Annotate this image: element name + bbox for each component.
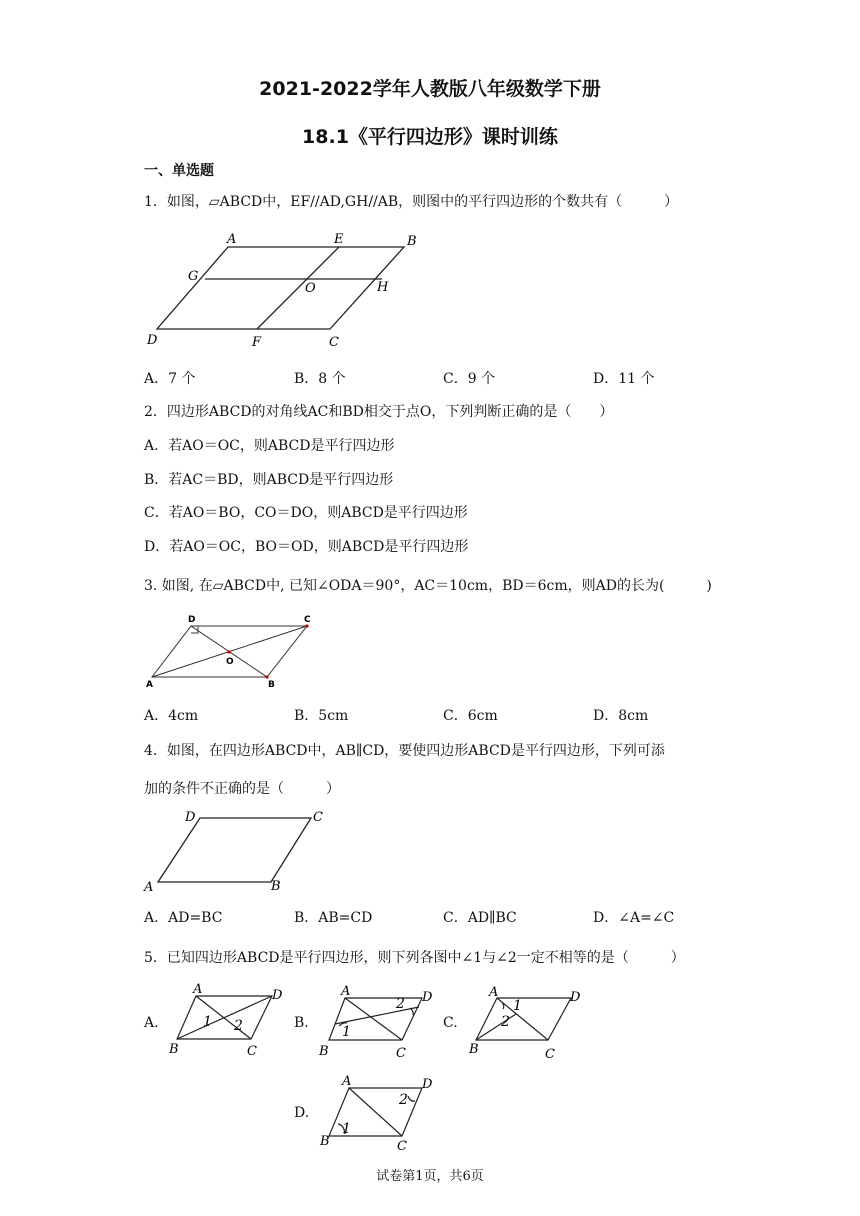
q2-option-d: D．若AO＝OC，BO＝OD，则ABCD是平行四边形 xyxy=(144,539,469,555)
q5-figure-a xyxy=(165,980,290,1064)
question-4-stem-line1: 4．如图，在四边形ABCD中，AB∥CD，要使四边形ABCD是平行四边形，下列可添 xyxy=(144,743,665,759)
label-d: D xyxy=(422,990,433,1005)
q5-option-b-letter: B. xyxy=(294,1015,309,1031)
angle-2: 2 xyxy=(399,1092,408,1108)
label-d: D xyxy=(188,615,196,625)
q1-option-b: B．8 个 xyxy=(294,371,346,387)
label-a: A xyxy=(146,680,153,690)
label-d: D xyxy=(185,810,196,825)
q5-figure-c xyxy=(466,980,591,1064)
label-a: A xyxy=(489,985,499,1000)
angle-2: 2 xyxy=(396,996,405,1012)
angle-1: 1 xyxy=(203,1014,212,1030)
label-c: C xyxy=(313,810,323,825)
q1-option-a: A．7 个 xyxy=(144,371,196,387)
label-b: B xyxy=(320,1134,330,1149)
label-a: A xyxy=(227,232,237,247)
question-2-stem: 2．四边形ABCD的对角线AC和BD相交于点O，下列判断正确的是（ ） xyxy=(144,404,614,420)
label-b: B xyxy=(169,1042,179,1057)
q5-option-c-letter: C. xyxy=(443,1015,458,1031)
label-d: D xyxy=(147,333,158,348)
label-c: C xyxy=(397,1139,407,1152)
label-b: B xyxy=(268,680,275,690)
label-o: O xyxy=(226,657,234,667)
q2-option-b: B．若AC＝BD，则ABCD是平行四边形 xyxy=(144,472,394,488)
q5-option-a-letter: A. xyxy=(144,1015,159,1031)
angle-1: 1 xyxy=(513,998,522,1014)
question-3-figure xyxy=(142,612,322,692)
q1-option-d: D．11 个 xyxy=(593,371,655,387)
q3-option-d: D．8cm xyxy=(593,708,649,724)
q3-option-c: C．6cm xyxy=(443,708,498,724)
label-o: O xyxy=(305,281,316,296)
angle-2: 2 xyxy=(501,1014,510,1030)
label-a: A xyxy=(342,1074,352,1089)
q3-option-a: A．4cm xyxy=(144,708,199,724)
label-c: C xyxy=(545,1047,555,1062)
label-c: C xyxy=(396,1046,406,1061)
label-a: A xyxy=(341,984,351,999)
q5-figure-b xyxy=(315,980,440,1064)
label-b: B xyxy=(319,1044,329,1059)
angle-2: 2 xyxy=(234,1018,243,1034)
question-1-figure xyxy=(140,228,430,348)
q3-option-b: B．5cm xyxy=(294,708,349,724)
page-subtitle: 18.1《平行四边形》课时训练 xyxy=(302,126,558,148)
angle-1: 1 xyxy=(342,1024,351,1040)
q4-option-d: D．∠A=∠C xyxy=(593,910,675,926)
label-d: D xyxy=(570,990,581,1005)
label-c: C xyxy=(247,1044,257,1059)
question-4-figure xyxy=(140,805,340,895)
question-5-stem: 5．已知四边形ABCD是平行四边形，则下列各图中∠1与∠2一定不相等的是（ ） xyxy=(144,950,685,966)
q4-option-a: A．AD=BC xyxy=(144,910,223,926)
label-b: B xyxy=(407,234,417,249)
label-d: D xyxy=(422,1077,433,1092)
label-c: C xyxy=(329,335,339,348)
label-d: D xyxy=(272,988,283,1003)
label-a: A xyxy=(193,982,203,997)
vertex-b-point xyxy=(265,675,268,678)
label-b: B xyxy=(271,879,281,894)
q1-option-c: C．9 个 xyxy=(443,371,496,387)
section-heading: 一、单选题 xyxy=(144,163,214,179)
angle-1: 1 xyxy=(342,1121,351,1137)
center-point xyxy=(227,650,230,653)
page-title: 2021-2022学年人教版八年级数学下册 xyxy=(259,78,601,100)
q4-option-c: C．AD∥BC xyxy=(443,910,517,926)
label-c: C xyxy=(304,615,311,625)
question-1-stem: 1．如图，▱ABCD中，EF//AD,GH//AB，则图中的平行四边形的个数共有（ ） xyxy=(144,194,679,210)
label-h: H xyxy=(377,280,389,295)
page-footer: 试卷第1页，共6页 xyxy=(376,1169,484,1184)
q4-option-b: B．AB=CD xyxy=(294,910,373,926)
q5-figure-d xyxy=(315,1068,440,1152)
label-e: E xyxy=(334,232,344,247)
label-a: A xyxy=(144,880,154,895)
q5-option-d-letter: D. xyxy=(294,1105,310,1121)
label-g: G xyxy=(188,269,199,284)
label-f: F xyxy=(252,335,262,348)
q2-option-a: A．若AO＝OC，则ABCD是平行四边形 xyxy=(144,438,395,454)
label-b: B xyxy=(469,1042,479,1057)
q2-option-c: C．若AO＝BO，CO＝DO，则ABCD是平行四边形 xyxy=(144,505,468,521)
question-4-stem-line2: 加的条件不正确的是（ ） xyxy=(144,781,340,797)
question-3-stem: 3. 如图, 在▱ABCD中, 已知∠ODA＝90°，AC＝10cm，BD＝6cm，则AD的长为( ) xyxy=(144,578,712,594)
